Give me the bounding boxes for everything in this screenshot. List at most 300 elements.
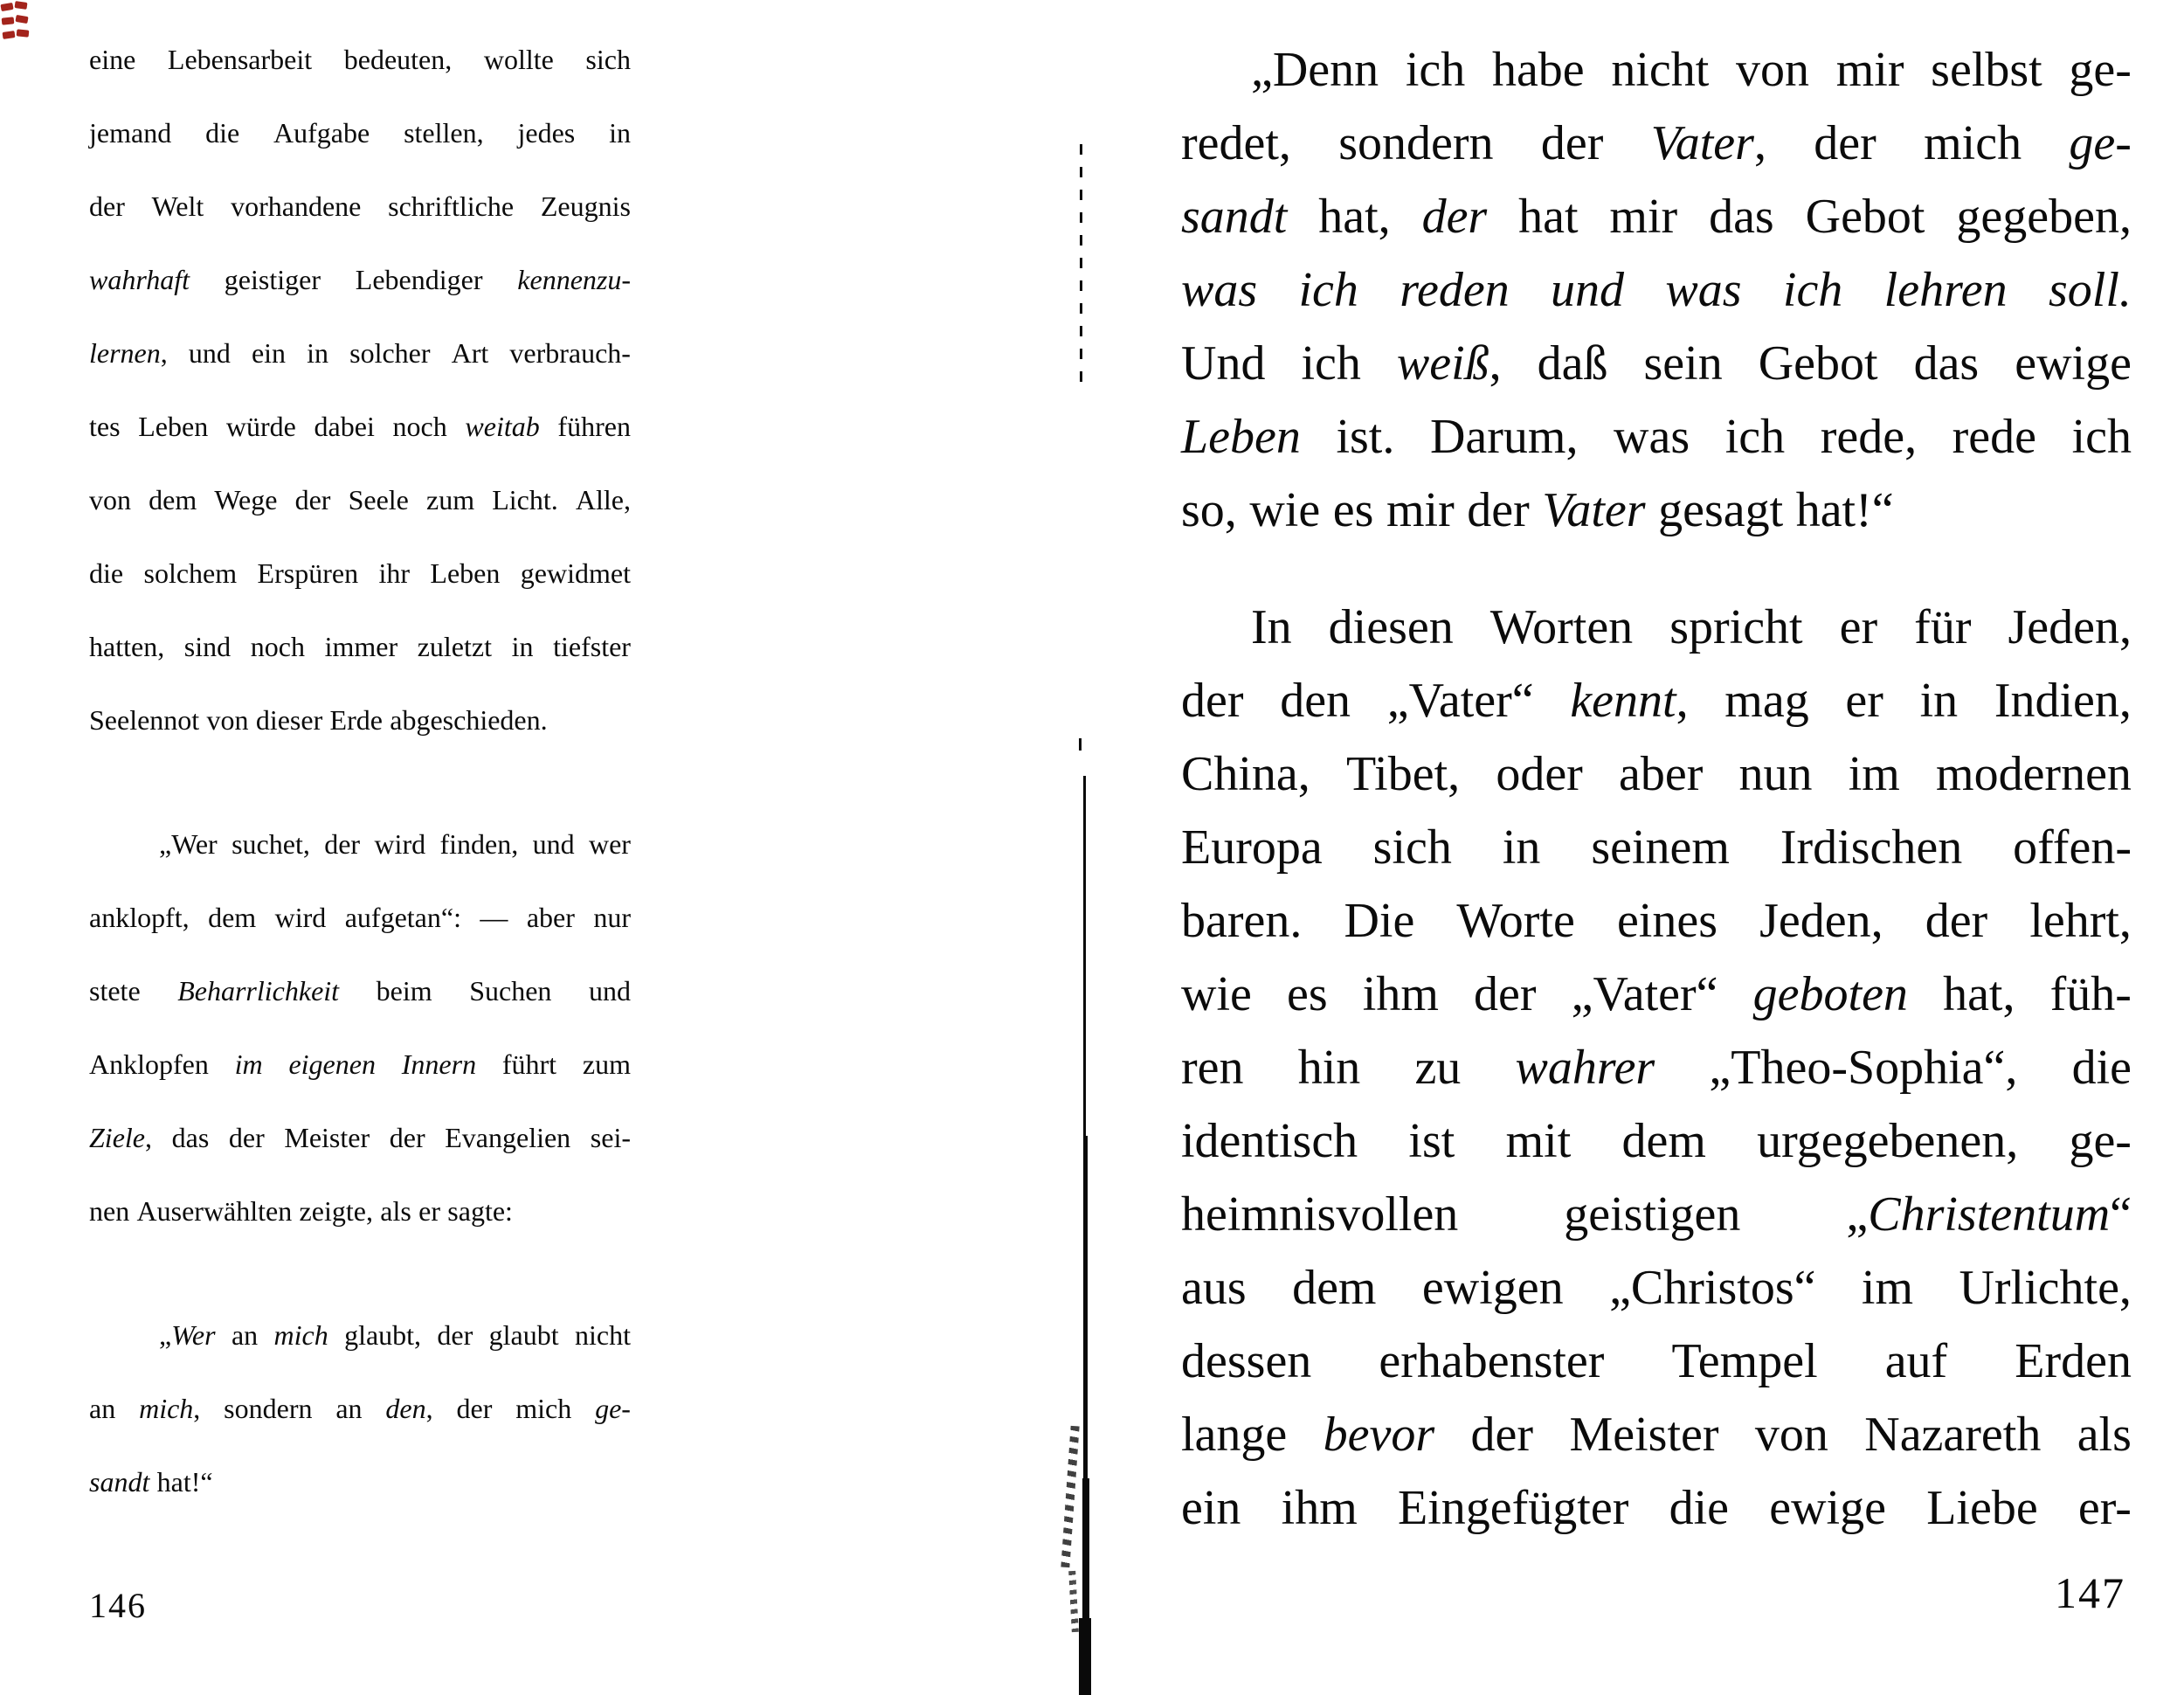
text-line xyxy=(1181,409,2132,482)
word: Gebot xyxy=(1758,336,1878,391)
word: tiefster xyxy=(553,631,631,662)
word: ge- xyxy=(2069,43,2132,97)
word: „Theo-Sophia“, xyxy=(1709,1041,2018,1095)
word: verbrauch- xyxy=(509,337,631,369)
text-line xyxy=(89,631,631,704)
word: Vater xyxy=(1542,483,1646,537)
word: der xyxy=(1540,116,1604,170)
word: weitab xyxy=(465,411,540,442)
text-line xyxy=(1181,1113,2132,1186)
word: immer xyxy=(324,631,398,662)
word: heimnisvollen xyxy=(1181,1187,1459,1242)
word: der xyxy=(1470,1408,1534,1462)
text-line xyxy=(1181,1186,2132,1260)
text-line xyxy=(89,1393,631,1466)
text-line xyxy=(89,411,631,484)
gutter-fold-smudge xyxy=(1061,1426,1079,1567)
word: „Christentum“ xyxy=(1846,1187,2132,1242)
word: urgegebenen, xyxy=(1757,1114,2019,1168)
word: hat!“ xyxy=(156,1466,213,1498)
word: ich xyxy=(1405,43,1466,97)
word: China, xyxy=(1181,747,1310,801)
red-ink-mark xyxy=(3,31,16,39)
word: auf xyxy=(1884,1334,1948,1388)
word: Eingefügter xyxy=(1398,1481,1629,1535)
word: die xyxy=(1669,1481,1730,1535)
word: ein xyxy=(1181,1481,1241,1535)
text-line xyxy=(1181,1040,2132,1113)
word: der xyxy=(389,1122,425,1153)
text-line xyxy=(89,1195,631,1269)
word: ich xyxy=(1301,336,1361,391)
paragraph xyxy=(89,828,631,1269)
word: das xyxy=(1913,336,1980,391)
word: ist. xyxy=(1336,410,1395,464)
word: glaubt xyxy=(488,1319,559,1351)
word: und xyxy=(588,975,631,1007)
word: daß xyxy=(1537,336,1608,391)
word: wahrer xyxy=(1515,1041,1655,1095)
word: ist xyxy=(1408,1114,1455,1168)
word: aber xyxy=(526,902,575,933)
word: Meister xyxy=(284,1122,370,1153)
word: Und xyxy=(1181,336,1266,391)
text-line xyxy=(1181,1333,2132,1407)
word: in xyxy=(1502,820,1541,875)
word: ein xyxy=(251,337,287,369)
word: wird xyxy=(374,828,426,860)
word: mir xyxy=(1835,43,1904,97)
word: hatten, xyxy=(89,631,165,662)
word: nun xyxy=(1738,747,1813,801)
word: Vater, xyxy=(1650,116,1766,170)
word: zuletzt xyxy=(417,631,492,662)
word: ewige xyxy=(1769,1481,1886,1535)
gutter-fold-line xyxy=(1082,1478,1089,1625)
word: ge- xyxy=(2069,1114,2132,1168)
page-right-text-column xyxy=(1181,42,2132,1553)
word: mir xyxy=(1386,483,1455,537)
word: finden, xyxy=(439,828,519,860)
word: — xyxy=(480,902,508,933)
word: mich xyxy=(1924,116,2022,170)
paragraph xyxy=(1181,42,2132,556)
word: lange xyxy=(1181,1408,1288,1462)
word: er xyxy=(1839,600,1878,654)
word: Lebendiger xyxy=(355,264,483,295)
word: Jeden, xyxy=(2008,600,2132,654)
word: für xyxy=(1914,600,1972,654)
page-left-text-column xyxy=(89,44,631,1539)
text-line xyxy=(89,828,631,902)
word: Die xyxy=(1344,894,1415,948)
word: die xyxy=(89,557,124,589)
word: was xyxy=(1614,410,1690,464)
word: so, xyxy=(1181,483,1237,537)
word: „Christos“ xyxy=(1609,1261,1816,1315)
text-line xyxy=(89,975,631,1048)
word: „Vater“ xyxy=(1386,674,1534,728)
word: Tibet, xyxy=(1345,747,1461,801)
word: dem xyxy=(1621,1114,1706,1168)
word: sagte: xyxy=(447,1195,513,1227)
text-line xyxy=(89,1466,631,1539)
word: es xyxy=(1332,483,1374,537)
word: solcher xyxy=(349,337,431,369)
word: sind xyxy=(183,631,232,662)
text-line xyxy=(89,1122,631,1195)
word: der xyxy=(1421,190,1488,244)
word: ge- xyxy=(2069,116,2132,170)
text-line xyxy=(1181,189,2132,262)
word: jedes xyxy=(517,117,576,149)
text-line xyxy=(1181,482,2132,556)
word: als xyxy=(380,1195,411,1227)
red-ink-mark xyxy=(15,1,28,10)
text-line xyxy=(89,117,631,190)
text-line xyxy=(1181,115,2132,189)
word: aus xyxy=(1181,1261,1247,1315)
word: vorhandene xyxy=(231,190,362,222)
word: den, xyxy=(385,1393,433,1424)
word: ihm xyxy=(1281,1481,1358,1535)
word: sondern xyxy=(224,1393,313,1424)
word: Worten xyxy=(1489,600,1634,654)
word: und xyxy=(1551,263,1625,317)
word: der xyxy=(456,1393,493,1424)
word: suchet, xyxy=(232,828,310,860)
text-line xyxy=(1181,1260,2132,1333)
word: modernen xyxy=(1936,747,2132,801)
word: tes xyxy=(89,411,121,442)
word: gewidmet xyxy=(520,557,631,589)
word: er xyxy=(418,1195,440,1227)
word: sei- xyxy=(590,1122,631,1153)
word: baren. xyxy=(1181,894,1303,948)
word: führen xyxy=(557,411,631,442)
word: Erspüren xyxy=(257,557,359,589)
word: Seele xyxy=(348,484,409,515)
word: der xyxy=(1181,674,1244,728)
text-line xyxy=(1181,42,2132,115)
word: Wege xyxy=(214,484,278,515)
text-line xyxy=(1181,746,2132,820)
word: sandt xyxy=(89,1466,150,1498)
text-line xyxy=(89,1048,631,1122)
word: Welt xyxy=(151,190,204,222)
word: er xyxy=(1845,674,1883,728)
word: in xyxy=(1919,674,1959,728)
word: rede xyxy=(1952,410,2036,464)
gutter-fold-line xyxy=(1079,1618,1091,1695)
word: ewigen xyxy=(1421,1261,1564,1315)
word: von xyxy=(206,704,249,736)
word: und xyxy=(188,337,231,369)
word: wie xyxy=(1249,483,1321,537)
word: schriftliche xyxy=(388,190,515,222)
word: Leben xyxy=(430,557,501,589)
text-line xyxy=(89,484,631,557)
word: redet, xyxy=(1181,116,1291,170)
word: bevor xyxy=(1323,1408,1435,1462)
word: füh- xyxy=(2049,967,2132,1021)
gutter-fold-smudge xyxy=(1068,1571,1079,1632)
word: Beharrlichkeit xyxy=(177,975,340,1007)
word: eine xyxy=(89,44,136,75)
word: aber xyxy=(1619,747,1704,801)
word: lernen, xyxy=(89,337,168,369)
text-line xyxy=(1181,599,2132,673)
word: sich xyxy=(1372,820,1452,875)
word: dem xyxy=(149,484,197,515)
word: erhabenster xyxy=(1379,1334,1605,1388)
word: mich, xyxy=(139,1393,201,1424)
word: Zeugnis xyxy=(540,190,631,222)
word: dem xyxy=(1292,1261,1377,1315)
word: an xyxy=(89,1393,116,1424)
word: der xyxy=(324,828,361,860)
word: Auserwählten xyxy=(136,1195,293,1227)
word: ihr xyxy=(378,557,411,589)
word: im xyxy=(1861,1261,1914,1315)
word: an xyxy=(231,1319,259,1351)
word: der xyxy=(228,1122,265,1153)
word: ren xyxy=(1181,1041,1244,1095)
word: gesagt xyxy=(1658,483,1784,537)
word: Jeden, xyxy=(1759,894,1883,948)
word: offen- xyxy=(2013,820,2132,875)
word: stellen, xyxy=(404,117,484,149)
word: Art xyxy=(451,337,489,369)
red-ink-mark xyxy=(15,15,28,24)
word: in xyxy=(307,337,329,369)
word: noch xyxy=(392,411,447,442)
word: In xyxy=(1251,600,1292,654)
word: wahrhaft xyxy=(89,264,190,295)
word: sandt xyxy=(1181,190,1288,244)
word: hat, xyxy=(1943,967,2015,1021)
word: „Wer xyxy=(159,828,218,860)
word: soll. xyxy=(2048,263,2132,317)
word: habe xyxy=(1491,43,1585,97)
word: dessen xyxy=(1181,1334,1312,1388)
word: von xyxy=(1754,1408,1828,1462)
word: „Denn xyxy=(1251,43,1379,97)
word: ich xyxy=(2071,410,2132,464)
word: und xyxy=(532,828,575,860)
word: führt xyxy=(501,1048,557,1080)
word: Alle, xyxy=(575,484,631,515)
word: mich xyxy=(273,1319,328,1351)
gutter-fold-line xyxy=(1083,1136,1088,1485)
word: weiß, xyxy=(1396,336,1502,391)
word: Gebot xyxy=(1805,190,1925,244)
word: stete xyxy=(89,975,141,1007)
word: die xyxy=(2071,1041,2132,1095)
text-line xyxy=(1181,820,2132,893)
word: im xyxy=(234,1048,263,1080)
text-line xyxy=(89,902,631,975)
text-line xyxy=(89,337,631,411)
word: ich xyxy=(1298,263,1358,317)
word: identisch xyxy=(1181,1114,1358,1168)
word: sich xyxy=(585,44,631,75)
word: mag xyxy=(1724,674,1809,728)
word: Nazareth xyxy=(1864,1408,2042,1462)
word: Ziele, xyxy=(89,1122,152,1153)
word: Leben xyxy=(138,411,209,442)
word: abgeschieden. xyxy=(390,704,548,736)
text-line xyxy=(1181,1480,2132,1553)
word: Erde xyxy=(329,704,383,736)
text-line xyxy=(1181,893,2132,966)
word: mit xyxy=(1505,1114,1572,1168)
word: ich xyxy=(1724,410,1786,464)
word: hat, xyxy=(1318,190,1391,244)
text-line xyxy=(1181,673,2132,746)
word: selbst xyxy=(1931,43,2042,97)
word: er- xyxy=(2077,1481,2132,1535)
word: Anklopfen xyxy=(89,1048,209,1080)
word: kennenzu- xyxy=(517,264,631,295)
word: hin xyxy=(1297,1041,1361,1095)
word: es xyxy=(1286,967,1328,1021)
paragraph xyxy=(89,44,631,778)
word: Lebensarbeit xyxy=(167,44,313,75)
word: der xyxy=(1474,967,1537,1021)
word: der xyxy=(437,1319,473,1351)
word: seinem xyxy=(1591,820,1730,875)
word: mich xyxy=(515,1393,572,1424)
word: glaubt, xyxy=(344,1319,422,1351)
word: Darum, xyxy=(1429,410,1579,464)
word: beim xyxy=(376,975,432,1007)
text-line xyxy=(89,264,631,337)
word: Aufgabe xyxy=(273,117,370,149)
word: „Vater“ xyxy=(1571,967,1718,1021)
word: den xyxy=(1280,674,1351,728)
word: solchem xyxy=(143,557,238,589)
word: eines xyxy=(1616,894,1717,948)
word: hat!“ xyxy=(1795,483,1894,537)
word: Evangelien xyxy=(445,1122,571,1153)
page-number-left: 146 xyxy=(89,1586,147,1625)
word: nicht xyxy=(1611,43,1710,97)
word: die xyxy=(205,117,240,149)
word: was xyxy=(1181,263,1258,317)
text-line xyxy=(1181,336,2132,409)
word: von xyxy=(1736,43,1810,97)
word: Erden xyxy=(2015,1334,2132,1388)
word: im xyxy=(1848,747,1900,801)
word: nen xyxy=(89,1195,130,1227)
word: als xyxy=(2077,1408,2132,1462)
word: wer xyxy=(588,828,631,860)
word: sein xyxy=(1643,336,1723,391)
word: „Wer xyxy=(159,1319,216,1351)
word: lehrt, xyxy=(2029,894,2132,948)
word: noch xyxy=(250,631,305,662)
word: kennt, xyxy=(1570,674,1689,728)
word: sondern xyxy=(1338,116,1494,170)
word: wollte xyxy=(483,44,554,75)
word: ihm xyxy=(1362,967,1439,1021)
word: reden xyxy=(1400,263,1510,317)
word: hat xyxy=(1518,190,1579,244)
word: nicht xyxy=(574,1319,631,1351)
word: was xyxy=(1665,263,1742,317)
text-line xyxy=(89,44,631,117)
word: würde xyxy=(225,411,296,442)
word: Innern xyxy=(401,1048,477,1080)
paragraph xyxy=(89,1319,631,1539)
word: lehren xyxy=(1883,263,2008,317)
red-ink-mark xyxy=(0,3,13,11)
word: der xyxy=(294,484,331,515)
word: Suchen xyxy=(469,975,552,1007)
word: aufgetan“: xyxy=(344,902,461,933)
word: Europa xyxy=(1181,820,1323,875)
word: mir xyxy=(1609,190,1678,244)
word: das xyxy=(171,1122,210,1153)
word: gegeben, xyxy=(1956,190,2132,244)
word: dem xyxy=(208,902,257,933)
text-line xyxy=(1181,262,2132,336)
paragraph xyxy=(1181,599,2132,1553)
word: Tempel xyxy=(1671,1334,1818,1388)
word: Leben xyxy=(1181,410,1301,464)
word: nur xyxy=(593,902,631,933)
red-ink-mark xyxy=(17,29,30,37)
word: diesen xyxy=(1328,600,1454,654)
word: dieser xyxy=(255,704,323,736)
word: der xyxy=(1925,894,1988,948)
word: jemand xyxy=(89,117,172,149)
word: wie xyxy=(1181,967,1252,1021)
word: der xyxy=(1814,116,1876,170)
word: geistigen xyxy=(1564,1187,1741,1242)
word: der xyxy=(1467,483,1530,537)
word: Seelennot xyxy=(89,704,200,736)
text-line xyxy=(89,190,631,264)
word: oder xyxy=(1496,747,1583,801)
word: spricht xyxy=(1669,600,1803,654)
word: geistiger xyxy=(224,264,321,295)
word: rede, xyxy=(1820,410,1918,464)
word: anklopft, xyxy=(89,902,190,933)
word: in xyxy=(609,117,631,149)
page-number-right: 147 xyxy=(2055,1568,2125,1617)
text-line xyxy=(89,1319,631,1393)
word: wird xyxy=(274,902,327,933)
word: der xyxy=(89,190,125,222)
word: ewige xyxy=(2015,336,2132,391)
word: Licht. xyxy=(492,484,558,515)
text-line xyxy=(1181,966,2132,1040)
word: Indien, xyxy=(1994,674,2132,728)
text-line xyxy=(89,557,631,631)
word: Irdischen xyxy=(1780,820,1963,875)
word: das xyxy=(1709,190,1774,244)
word: ich xyxy=(1782,263,1843,317)
text-line xyxy=(89,704,631,778)
word: zum xyxy=(582,1048,631,1080)
word: von xyxy=(89,484,131,515)
word: Liebe xyxy=(1926,1481,2038,1535)
red-ink-mark xyxy=(2,17,15,24)
text-line xyxy=(1181,1407,2132,1480)
word: geboten xyxy=(1752,967,1908,1021)
